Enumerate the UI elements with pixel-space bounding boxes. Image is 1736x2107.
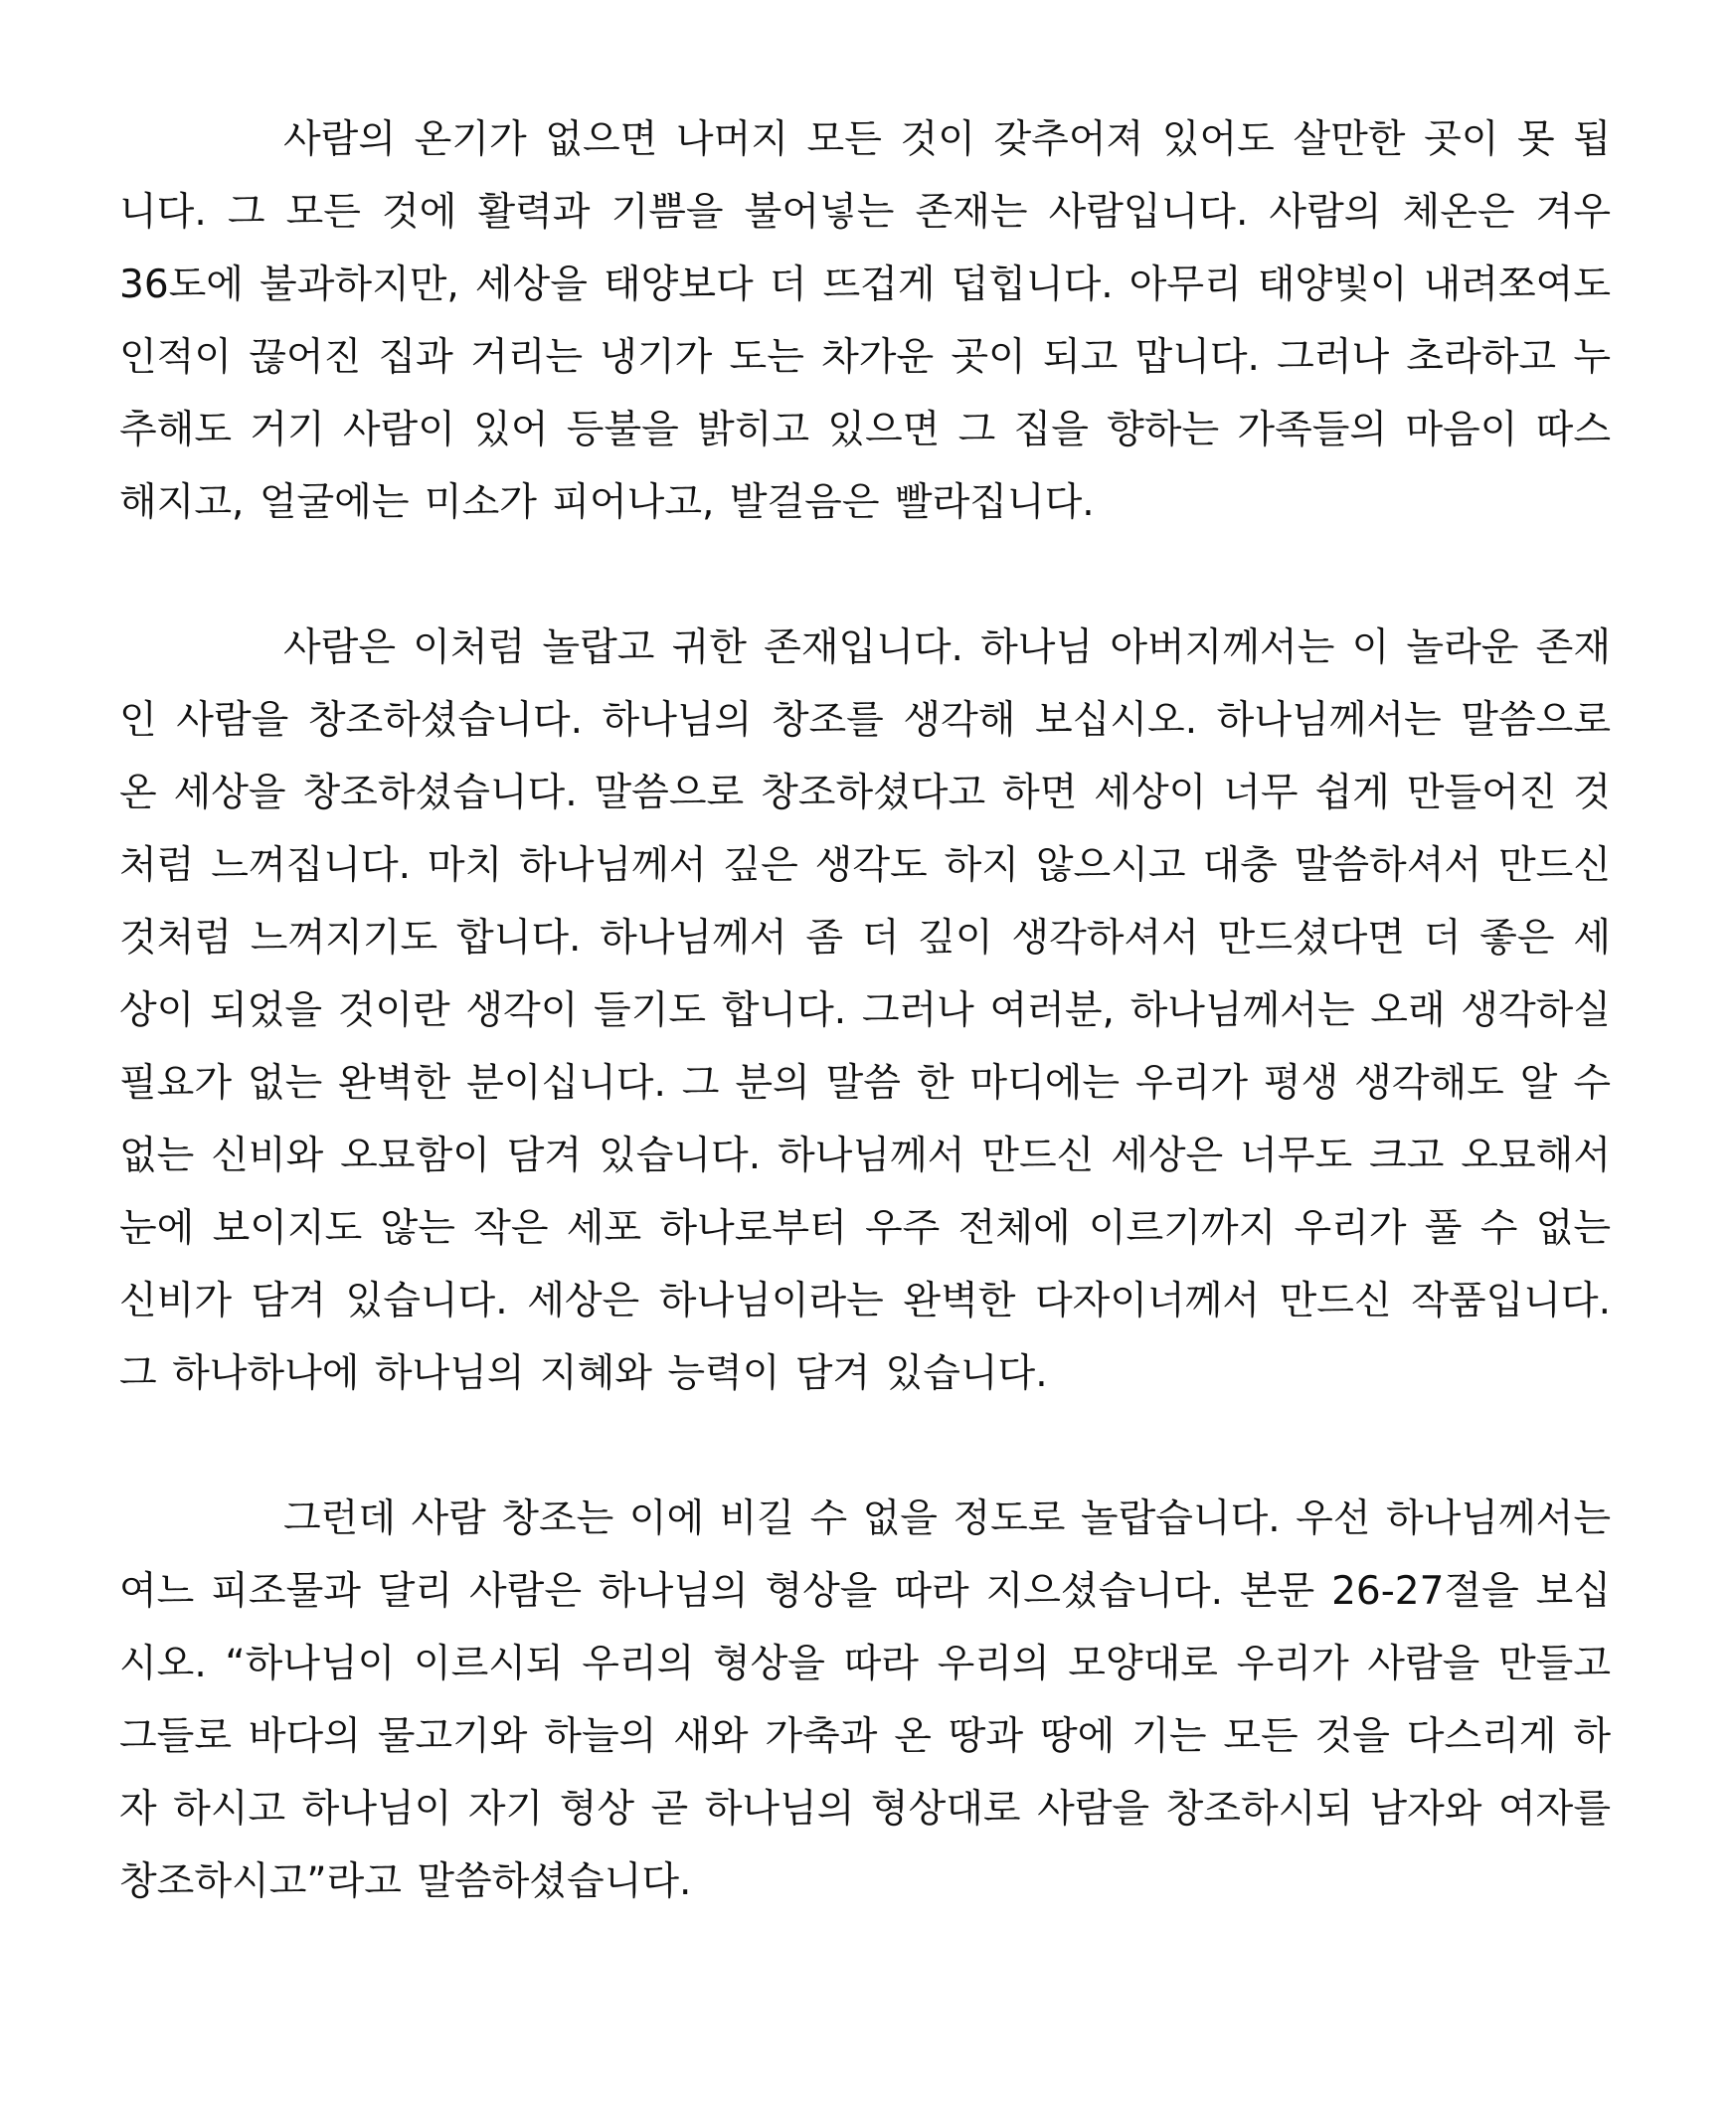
paragraph-2: 사람은 이처럼 놀랍고 귀한 존재입니다. 하나님 아버지께서는 이 놀라운 존재인 사람을 창조하셨습니다. 하나님의 창조를 생각해 보십시오. 하나님께서는 말씀으로 온 세상을 창조하셨습니다. 말씀으로 창조하셨다고 하면 세상이 너무 쉽게 만들어진 것처럼 느껴집니다. 마치 하나님께서 깊은 생각도 하지 않으시고 대충 말씀하셔서 만드신 것처럼 느껴지기도 합니다. 하나님께서 좀 더 깊이 생각하셔서 만드셨다면 더 좋은 세상이 되었을 것이란 생각이 들기도 합니다. 그러나 여러분, 하나님께서는 오래 생각하실 필요가 없는 완벽한 분이십니다. 그 분의 말씀 한 마디에는 우리가 평생 생각해도 알 수 없는 신비와 오묘함이 담겨 있습니다. 하나님께서 만드신 세상은 너무도 크고 오묘해서 눈에 보이지도 않는 작은 세포 하나로부터 우주 전체에 이르기까지 우리가 풀 수 없는 신비가 담겨 있습니다. 세상은 하나님이라는 완벽한 다자이너께서 만드신 작품입니다. 그 하나하나에 하나님의 지혜와 능력이 담겨 있습니다. [119,625,1611,1396]
paragraph-1: 사람의 온기가 없으면 나머지 모든 것이 갖추어져 있어도 살만한 곳이 못 됩니다. 그 모든 것에 활력과 기쁨을 불어넣는 존재는 사람입니다. 사람의 체온은 겨우 36도에 불과하지만, 세상을 태양보다 더 뜨겁게 덥힙니다. 아무리 태양빛이 내려쪼여도 인적이 끊어진 집과 거리는 냉기가 도는 차가운 곳이 되고 맙니다. 그러나 초라하고 누추해도 거기 사람이 있어 등불을 밝히고 있으면 그 집을 향하는 가족들의 마음이 따스해지고, 얼굴에는 미소가 피어나고, 발걸음은 빨라집니다. [119,117,1611,525]
paragraph-3: 그런데 사람 창조는 이에 비길 수 없을 정도로 놀랍습니다. 우선 하나님께서는 여느 피조물과 달리 사람은 하나님의 형상을 따라 지으셨습니다. 본문 26-27절을 보십시오. “하나님이 이르시되 우리의 형상을 따라 우리의 모양대로 우리가 사람을 만들고 그들로 바다의 물고기와 하늘의 새와 가축과 온 땅과 땅에 기는 모든 것을 다스리게 하자 하시고 하나님이 자기 형상 곧 하나님의 형상대로 사람을 창조하시되 남자와 여자를 창조하시고”라고 말씀하셨습니다. [119,1496,1611,1904]
document-page [119,103,1611,1918]
